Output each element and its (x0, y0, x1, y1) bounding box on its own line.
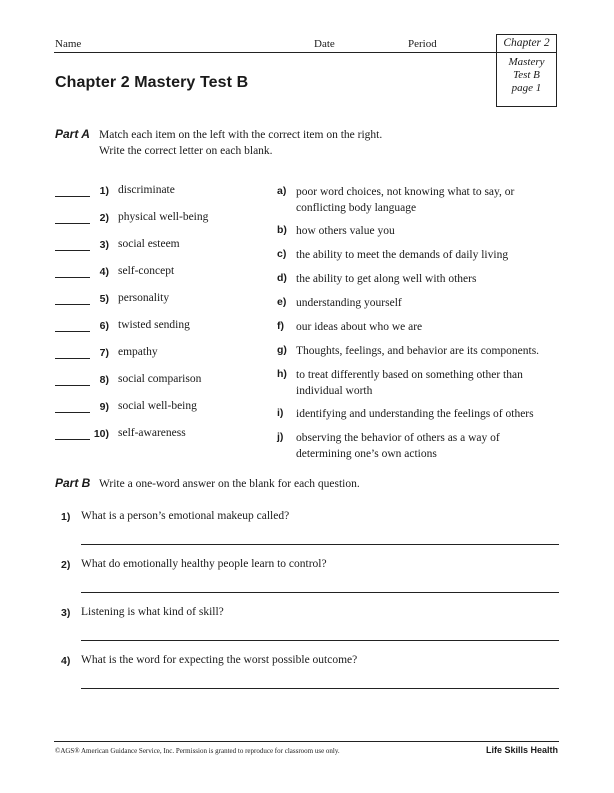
definition-text: understanding yourself (296, 297, 402, 309)
answer-blank[interactable] (55, 277, 90, 278)
answer-blank[interactable] (55, 250, 90, 251)
item-term: social esteem (118, 238, 180, 250)
question-text: What do emotionally healthy people learn to control? (81, 558, 327, 570)
answer-blank[interactable] (55, 412, 90, 413)
item-term: social comparison (118, 373, 202, 385)
question-number: 1) (61, 511, 71, 523)
question-number: 4) (61, 655, 71, 667)
answer-blank[interactable] (55, 304, 90, 305)
part-b-instruction: Write a one-word answer on the blank for each question. (99, 478, 360, 490)
definition-text: conflicting body language (296, 202, 417, 214)
item-term: twisted sending (118, 319, 190, 331)
definition-text: our ideas about who we are (296, 321, 423, 333)
definition-letter: i) (277, 407, 284, 419)
item-number: 4) (99, 266, 109, 278)
answer-blank[interactable] (55, 196, 90, 197)
item-number: 5) (99, 293, 109, 305)
question-number: 3) (61, 607, 71, 619)
chapter-box (496, 34, 557, 107)
definition-text: determining one’s own actions (296, 448, 437, 460)
definition-letter: j) (277, 431, 284, 443)
answer-blank[interactable] (55, 358, 90, 359)
part-a-instruction: Write the correct letter on each blank. (99, 145, 273, 157)
question-text: What is the word for expecting the worst possible outcome? (81, 654, 358, 666)
definition-letter: d) (277, 272, 287, 284)
part-a-label: Part A (55, 127, 90, 141)
item-number: 9) (99, 401, 109, 413)
definition-text: poor word choices, not knowing what to say, or (296, 186, 515, 198)
page-title: Chapter 2 Mastery Test B (55, 74, 249, 91)
definition-text: the ability to meet the demands of daily living (296, 249, 509, 261)
definition-text: the ability to get along well with others (296, 273, 477, 285)
item-term: empathy (118, 346, 158, 358)
item-term: self-concept (118, 265, 175, 277)
definition-text: identifying and understanding the feelings of others (296, 408, 534, 420)
answer-line[interactable] (81, 592, 559, 593)
definition-text: how others value you (296, 225, 395, 237)
definition-text: Thoughts, feelings, and behavior are its components. (296, 345, 540, 357)
definition-letter: e) (277, 296, 287, 308)
answer-blank[interactable] (55, 385, 90, 386)
item-number: 8) (99, 374, 109, 386)
item-term: social well-being (118, 400, 197, 412)
definition-text: individual worth (296, 385, 373, 397)
item-term: discriminate (118, 184, 175, 196)
box-line: Test B (513, 69, 540, 81)
question-number: 2) (61, 559, 71, 571)
footer-rule (54, 741, 559, 742)
item-number: 2) (99, 212, 109, 224)
period-label: Period (408, 38, 437, 50)
answer-blank[interactable] (55, 223, 90, 224)
chapter-tab: Chapter 2 (497, 35, 556, 53)
item-number: 6) (99, 320, 109, 332)
definition-letter: a) (277, 185, 287, 197)
date-label: Date (314, 38, 335, 50)
definition-text: observing the behavior of others as a way of (296, 432, 500, 444)
book-title: Life Skills Health (485, 745, 558, 755)
part-b-label: Part B (55, 476, 91, 490)
definition-letter: c) (277, 248, 287, 260)
definition-letter: b) (277, 224, 287, 236)
copyright-text: ©AGS® American Guidance Service, Inc. Permission is granted to reproduce for classroom use only. (55, 747, 340, 755)
question-text: What is a person’s emotional makeup called? (81, 510, 290, 522)
item-number: 10) (93, 428, 109, 440)
answer-line[interactable] (81, 544, 559, 545)
item-term: physical well-being (118, 211, 209, 223)
box-line: Mastery (508, 56, 545, 68)
name-label: Name (55, 38, 82, 50)
item-number: 7) (99, 347, 109, 359)
item-number: 1) (99, 185, 109, 197)
box-line: page 1 (511, 82, 542, 94)
question-text: Listening is what kind of skill? (81, 606, 224, 618)
answer-line[interactable] (81, 688, 559, 689)
item-number: 3) (99, 239, 109, 251)
definition-letter: h) (277, 368, 287, 380)
answer-blank[interactable] (55, 439, 90, 440)
definition-letter: f) (277, 320, 284, 332)
item-term: personality (118, 292, 170, 304)
answer-line[interactable] (81, 640, 559, 641)
part-a-instruction: Match each item on the left with the correct item on the right. (99, 129, 383, 141)
header-rule (54, 52, 497, 53)
item-term: self-awareness (118, 427, 186, 439)
definition-text: to treat differently based on something other than (296, 369, 523, 381)
answer-blank[interactable] (55, 331, 90, 332)
definition-letter: g) (277, 344, 287, 356)
